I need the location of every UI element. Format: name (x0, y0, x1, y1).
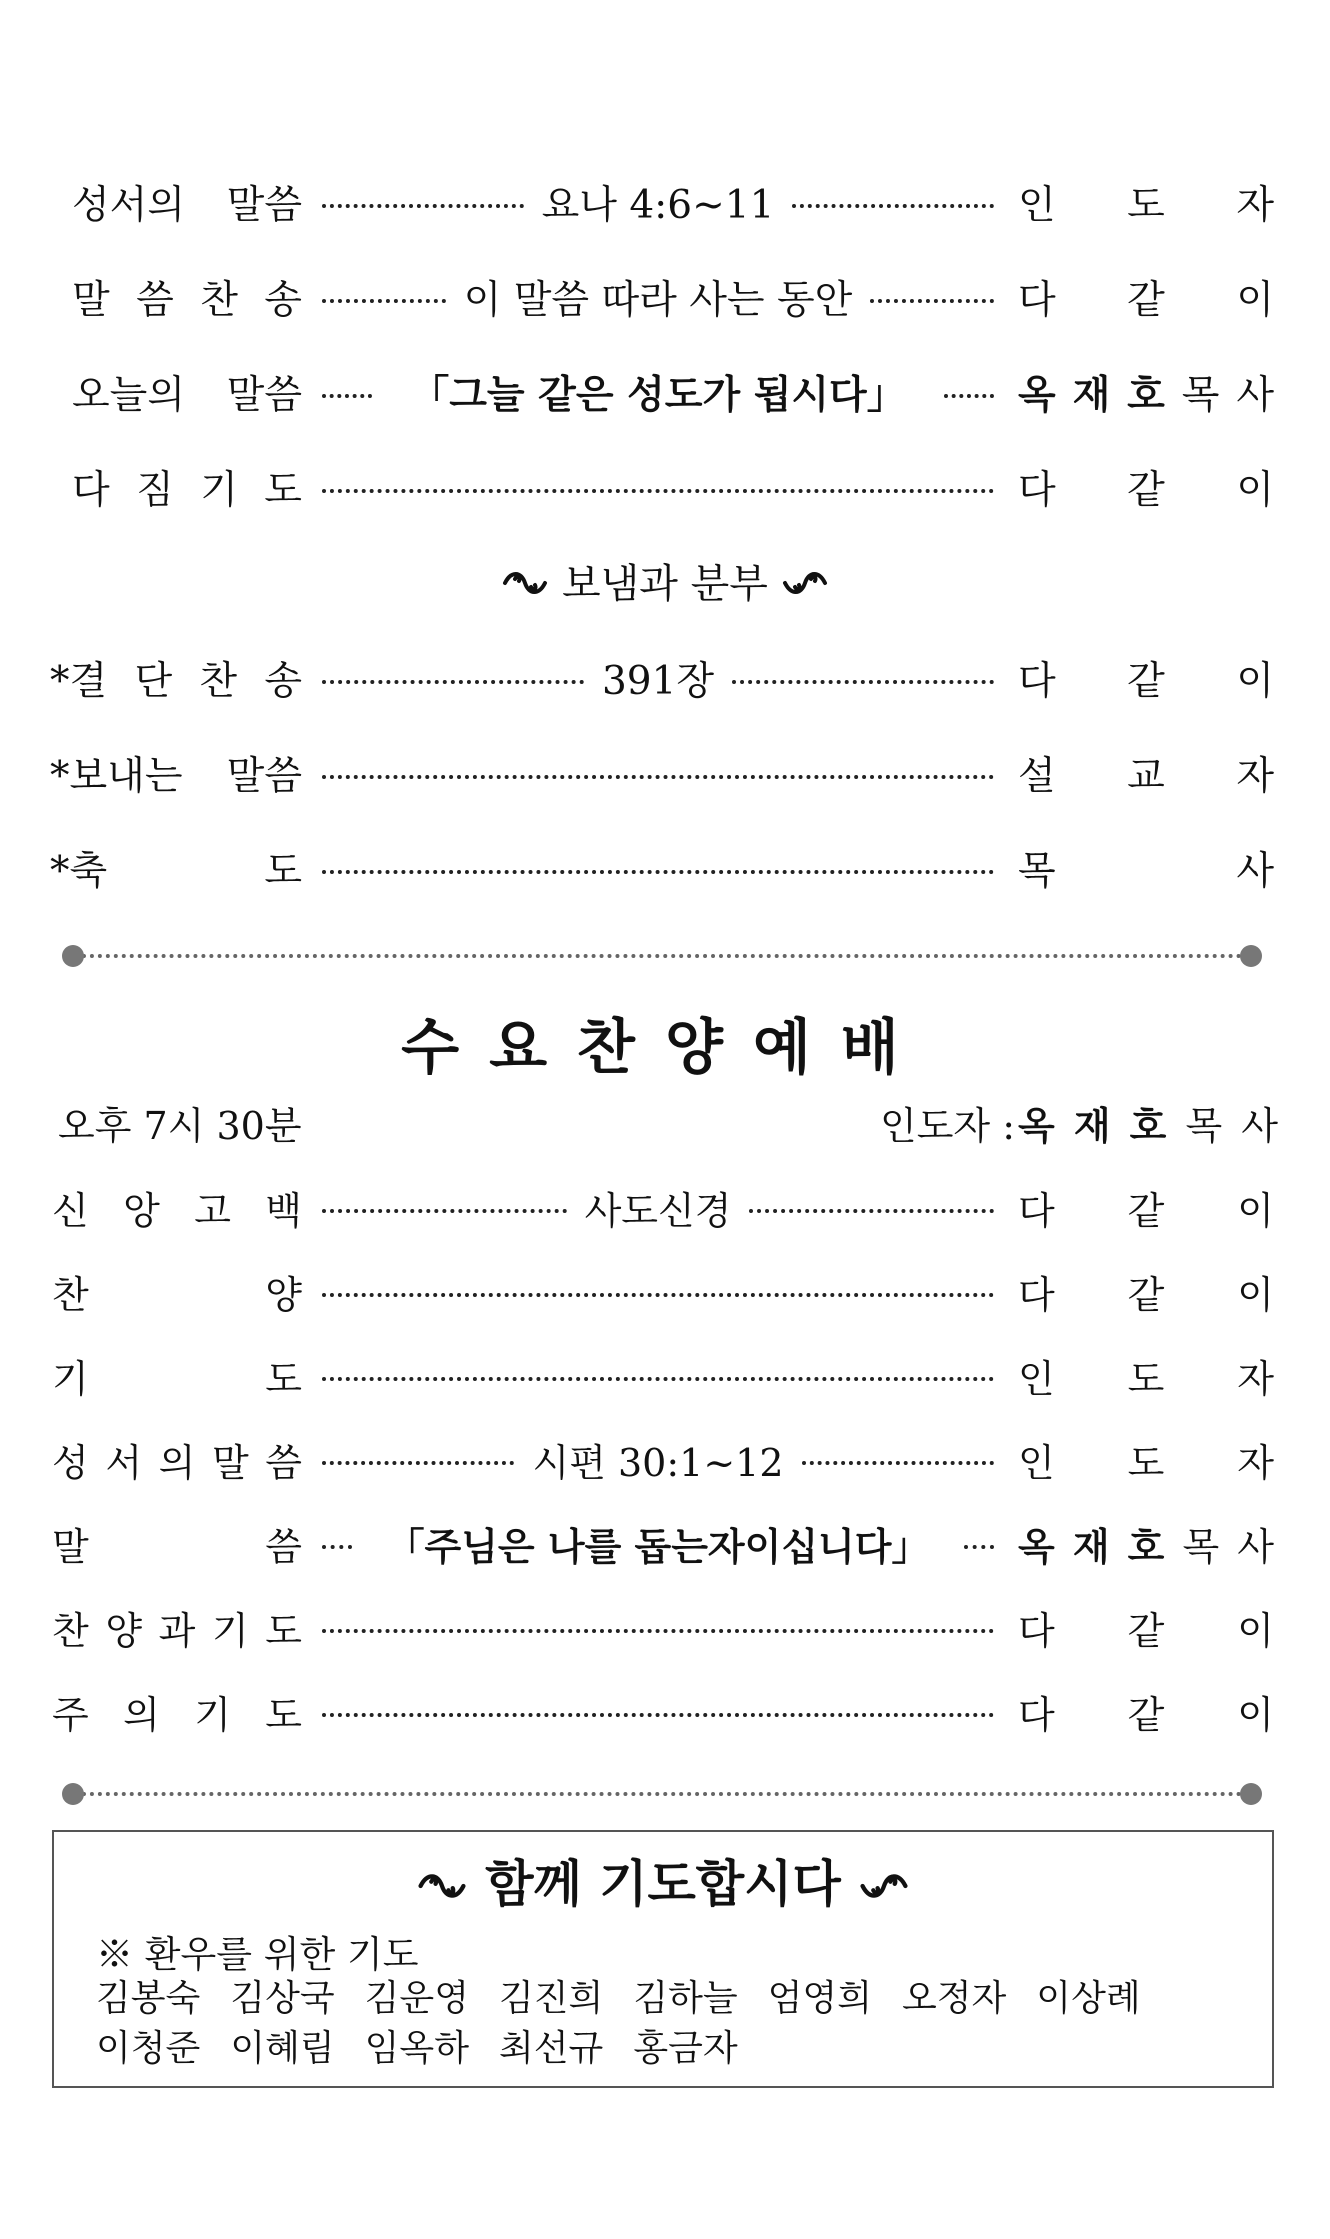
order-who: 다 같 이 (1018, 468, 1274, 513)
order-label: 오늘의 말씀 (72, 373, 302, 418)
section-heading: 보냄과 분부 (0, 552, 1330, 609)
order-center: 391장 (318, 650, 998, 706)
order-row-hymn (0, 267, 1330, 327)
name-item: 오정자 (901, 1978, 1007, 2019)
order-who: 다 같 이 (1018, 1692, 1274, 1737)
ornament-right-icon (858, 1870, 910, 1910)
leader-label: 인도자 : (880, 1103, 1016, 1148)
order-label: 찬 양 (52, 1272, 302, 1317)
order-who: 다 같 이 (1018, 1272, 1274, 1317)
section-divider (62, 944, 1262, 968)
prayer-box (52, 1830, 1274, 2088)
prayer-title: 함께 기도합시다 (54, 1844, 1272, 1916)
order-label: *보내는 말씀 (50, 754, 302, 799)
name-item: 김운영 (364, 1978, 469, 2019)
order-center: 「주님은 나를 돕는자이십니다」 (318, 1516, 998, 1571)
wed-row-scripture (0, 1430, 1330, 1488)
order-center: 이 말씀 따라 사는 동안 (318, 269, 998, 325)
order-row-sermon (0, 362, 1330, 422)
order-who: 설 교 자 (1018, 754, 1274, 799)
wed-row-praise (0, 1262, 1330, 1320)
name-item: 김상국 (230, 1978, 335, 2019)
order-who: 인 도 자 (1018, 1356, 1274, 1401)
wed-row-sermon (0, 1514, 1330, 1572)
order-who: 다 같 이 (1018, 1188, 1274, 1233)
order-label: 성서의 말씀 (72, 183, 302, 228)
order-center: 요나 4:6~11 (318, 174, 998, 230)
wednesday-service-title: 수요찬양예배 (401, 1013, 929, 1083)
order-center: 시편 30:1~12 (318, 1432, 998, 1487)
wed-row-praise-prayer (0, 1598, 1330, 1656)
name-item: 홍금자 (633, 2028, 738, 2069)
ornament-right-icon (781, 566, 829, 606)
pastor-name: 옥 재 호 목 사 (1018, 1103, 1278, 1148)
order-label: 다 짐 기 도 (72, 468, 302, 513)
name-item: 엄영희 (767, 1978, 872, 2019)
order-center (318, 485, 998, 489)
wed-row-creed (0, 1178, 1330, 1236)
order-label: 신 앙 고 백 (52, 1188, 302, 1233)
service-time-row (58, 1094, 1278, 1150)
order-who: 옥 재 호 목 사 (1018, 373, 1274, 418)
ornament-left-icon (501, 566, 549, 606)
order-row-benediction (0, 838, 1330, 898)
order-who: 목 사 (1018, 849, 1274, 894)
order-who: 인 도 자 (1018, 183, 1274, 228)
section-divider (62, 1782, 1262, 1806)
name-item: 김진희 (498, 1978, 604, 2019)
order-label: *결 단 찬 송 (50, 659, 302, 704)
name-item: 이혜림 (230, 2028, 335, 2069)
order-who: 인 도 자 (1018, 1440, 1274, 1485)
name-item: 최선규 (498, 2028, 604, 2069)
order-who: 다 같 이 (1018, 659, 1274, 704)
prayer-subtitle: ※ 환우를 위한 기도 (96, 1933, 419, 1976)
name-item: 김하늘 (633, 1978, 738, 2019)
wed-row-lords-prayer (0, 1682, 1330, 1740)
order-who: 다 같 이 (1018, 278, 1274, 323)
order-who: 다 같 이 (1018, 1608, 1274, 1653)
order-center (318, 1625, 998, 1629)
order-center: 사도신경 (318, 1180, 998, 1235)
order-who: 옥 재 호 목 사 (1018, 1524, 1274, 1569)
name-item: 김봉숙 (96, 1978, 201, 2019)
order-row-sending-word (0, 743, 1330, 803)
order-row-scripture (0, 172, 1330, 232)
order-label: 기 도 (52, 1356, 302, 1401)
ornament-left-icon (416, 1870, 468, 1910)
order-center (318, 1709, 998, 1713)
order-label: *축 도 (50, 849, 302, 894)
order-row-commitment-prayer (0, 457, 1330, 517)
order-label: 찬 양 과 기 도 (52, 1608, 302, 1653)
order-center (318, 1289, 998, 1293)
order-center: 「그늘 같은 성도가 됩시다」 (318, 364, 998, 420)
order-label: 말 씀 찬 송 (72, 278, 302, 323)
order-center (318, 866, 998, 870)
order-label: 성 서 의 말 씀 (52, 1440, 302, 1485)
name-item: 이상례 (1036, 1978, 1141, 2019)
order-center (318, 1373, 998, 1377)
wed-row-prayer (0, 1346, 1330, 1404)
order-label: 말 씀 (52, 1524, 302, 1569)
prayer-names (96, 1974, 1246, 2074)
order-row-hymn-decision (0, 648, 1330, 708)
name-item: 임옥하 (364, 2028, 469, 2069)
order-center (318, 771, 998, 775)
service-time: 오후 7시 30분 (58, 1103, 302, 1148)
order-label: 주 의 기 도 (52, 1692, 302, 1737)
name-item: 이청준 (96, 2028, 201, 2069)
